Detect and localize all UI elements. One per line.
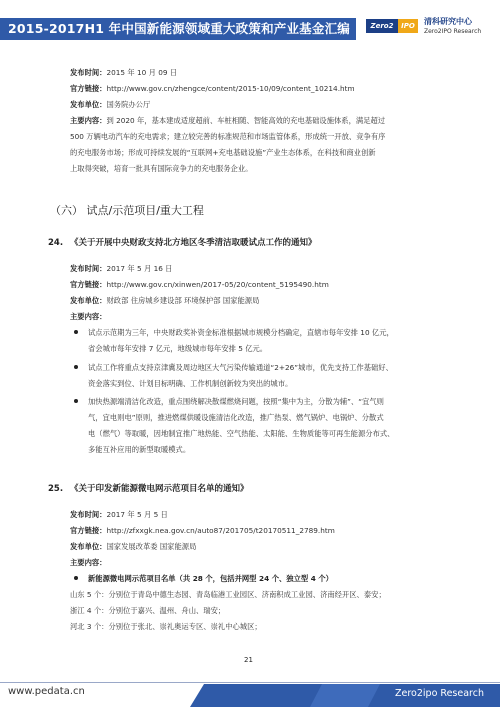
document-title: 2015-2017H1 年中国新能源领域重大政策和产业基金汇编: [8, 21, 350, 36]
date-label: 发布时间：: [70, 264, 107, 273]
date-label: 发布时间：: [70, 510, 107, 519]
item-title: 《关于开展中央财政支持北方地区冬季清洁取暖试点工作的通知》: [70, 238, 317, 248]
item24-date: 2017 年 5 月 16 日: [106, 264, 173, 273]
link-label: 官方链接：: [70, 280, 107, 289]
item24-unit-row: [70, 296, 259, 305]
bullet-dot: [74, 365, 78, 369]
content-label: 主要内容：: [70, 116, 107, 125]
item24-content-label: [70, 312, 106, 321]
item25-link-row: [70, 526, 335, 535]
bullet-text: 气，宜电则电”原则，推进燃煤供暖设施清洁化改造，推广热泵、燃气锅炉、电锅炉、分散式: [88, 413, 384, 422]
unit-label: 发布单位：: [70, 100, 107, 109]
footer-divider: [0, 682, 500, 683]
org-name-en: Zero2IPO Research: [424, 28, 482, 35]
bullet-text: 资金落实到位、计划目标明确、工作机制创新较为突出的城市。: [88, 379, 293, 388]
date-label: 发布时间：: [70, 68, 107, 77]
prev-link[interactable]: http://www.gov.cn/zhengce/content/2015-10/09/content_10214.htm: [106, 84, 355, 93]
item24-unit: 财政部 住房城乡建设部 环境保护部 国家能源局: [106, 296, 260, 305]
item25-content-label: [70, 558, 106, 567]
org-name-cn: 清科研究中心: [424, 17, 472, 26]
region-row: 浙江 4 个：分别位于嘉兴、温州、舟山、瑞安；: [70, 606, 226, 615]
link-label: 官方链接：: [70, 84, 107, 93]
bullet-dot: [74, 576, 78, 580]
unit-label: 发布单位：: [70, 296, 107, 305]
prev-date: 2015 年 10 月 09 日: [106, 68, 178, 77]
logo-ipo-text: IPO: [398, 19, 418, 33]
zero2ipo-logo: [366, 16, 420, 36]
item-number: 25.: [48, 484, 64, 494]
bullet-text: 省会城市每年安排 7 亿元，地级城市每年安排 5 亿元。: [88, 344, 268, 353]
bullet-dot: [74, 330, 78, 334]
bullet-text: 试点示范期为三年，中央财政奖补资金标准根据城市规模分档确定，直辖市每年安排 10 亿元，: [88, 328, 394, 337]
bullet-text: 电（燃气）等取暖，因地制宜推广地热能、空气热能、太阳能、生物质能等可再生能源分布式、: [88, 429, 395, 438]
bullet-text: 加快热源端清洁化改造，重点围绕解决散煤燃烧问题，按照“集中为主，分散为辅”、“宜气则: [88, 397, 384, 406]
bullet-dot: [74, 399, 78, 403]
logo-zero2-text: Zero2: [366, 19, 398, 33]
content-label: 主要内容：: [70, 558, 107, 567]
item-title: 《关于印发新能源微电网示范项目名单的通知》: [70, 484, 249, 494]
item-25-heading: [48, 482, 249, 494]
prev-unit-row: [70, 100, 150, 109]
link-label: 官方链接：: [70, 526, 107, 535]
page-header: [0, 0, 500, 50]
item25-unit-row: [70, 542, 196, 551]
footer-url[interactable]: www.pedata.cn: [8, 686, 85, 697]
item24-link[interactable]: http://www.gov.cn/xinwen/2017-05/20/content_5195490.htm: [106, 280, 329, 289]
prev-unit: 国务院办公厅: [106, 100, 151, 109]
prev-content-line: 的充电服务市场；形成可持续发展的“互联网+充电基础设施”产业生态体系，在科技和商业创新: [70, 148, 376, 157]
region-row: 山东 5 个：分别位于青岛中德生态园、青岛临港工业园区、济南积成工业园、济南经开区、泰安；: [70, 590, 386, 599]
prev-date-row: [70, 68, 177, 77]
prev-content-line: 到 2020 年，基本建成适度超前、车桩相随、智能高效的充电基础设施体系，满足超过: [106, 116, 386, 125]
prev-link-row: [70, 84, 355, 93]
unit-label: 发布单位：: [70, 542, 107, 551]
content-label: 主要内容：: [70, 312, 107, 321]
region-row: 河北 3 个：分别位于张北、崇礼奥运专区、崇礼中心城区；: [70, 622, 262, 631]
item25-date-row: [70, 510, 168, 519]
section-heading: （六） 试点/示范项目/重大工程: [50, 204, 204, 217]
bullet-text: 多能互补应用的新型取暖模式。: [88, 445, 191, 454]
item25-unit: 国家发展改革委 国家能源局: [106, 542, 197, 551]
item25-date: 2017 年 5 月 5 日: [106, 510, 168, 519]
item-24-heading: [48, 236, 317, 248]
item24-link-row: [70, 280, 329, 289]
prev-content-row: [70, 116, 385, 125]
page-number: 21: [244, 656, 253, 664]
item25-link[interactable]: http://zfxxgk.nea.gov.cn/auto87/201705/t20170511_2789.htm: [106, 526, 335, 535]
prev-content-line: 上取得突破，培育一批具有国际竞争力的充电服务企业。: [70, 164, 253, 173]
item-number: 24.: [48, 238, 64, 248]
item24-date-row: [70, 264, 172, 273]
bullet-title: 新能源微电网示范项目名单（共 28 个，包括并网型 24 个、独立型 4 个）: [88, 574, 333, 583]
prev-content-line: 500 万辆电动汽车的充电需求；建立较完善的标准规范和市场监管体系，形成统一开放、竞争有序: [70, 132, 386, 141]
footer-brand: Zero2ipo Research: [395, 688, 484, 699]
bullet-text: 试点工作将重点支持京津冀及周边地区大气污染传输通道“2+26”城市，优先支持工作基础好、: [88, 363, 393, 372]
